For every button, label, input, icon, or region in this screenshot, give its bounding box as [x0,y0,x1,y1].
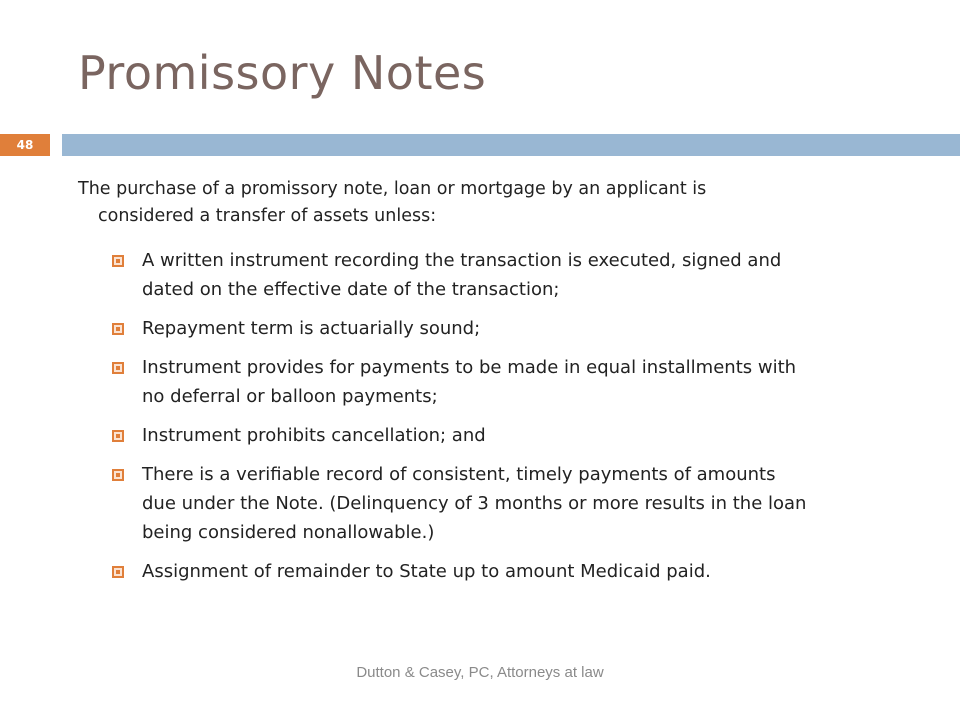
slide-footer: Dutton & Casey, PC, Attorneys at law [356,664,604,681]
square-bullet-icon [112,469,124,481]
bullet-item-repayment-term [112,314,912,343]
bullet-text: being considered nonallowable.) [142,522,435,543]
bullet-item-assignment-remainder [112,557,912,586]
bullet-text: There is a verifiable record of consistent, timely payments of amounts [142,464,776,485]
bullet-text: due under the Note. (Delinquency of 3 months or more results in the loan [142,493,807,514]
intro-line: The purchase of a promissory note, loan or mortgage by an applicant is [78,179,707,199]
bullet-list [112,246,912,596]
title-rule-bar [62,134,960,156]
square-bullet-icon [112,362,124,374]
slide-number-badge: 48 [0,134,50,156]
bullet-text: Instrument prohibits cancellation; and [142,425,486,446]
slide-title: Promissory Notes [78,46,487,100]
bullet-item-equal-installments [112,353,912,411]
square-bullet-icon [112,255,124,267]
bullet-text: A written instrument recording the transaction is executed, signed and [142,250,782,271]
bullet-text: dated on the effective date of the transaction; [142,279,560,300]
bullet-text: Repayment term is actuarially sound; [142,318,481,339]
square-bullet-icon [112,323,124,335]
intro-line: considered a transfer of assets unless: [98,206,437,226]
intro-paragraph [78,176,848,230]
bullet-item-written-instrument [112,246,912,304]
bullet-text: Instrument provides for payments to be made in equal installments with [142,357,797,378]
bullet-item-verifiable-record [112,460,912,547]
square-bullet-icon [112,430,124,442]
bullet-item-prohibits-cancellation [112,421,912,450]
bullet-text: no deferral or balloon payments; [142,386,438,407]
bullet-text: Assignment of remainder to State up to amount Medicaid paid. [142,561,711,582]
square-bullet-icon [112,566,124,578]
